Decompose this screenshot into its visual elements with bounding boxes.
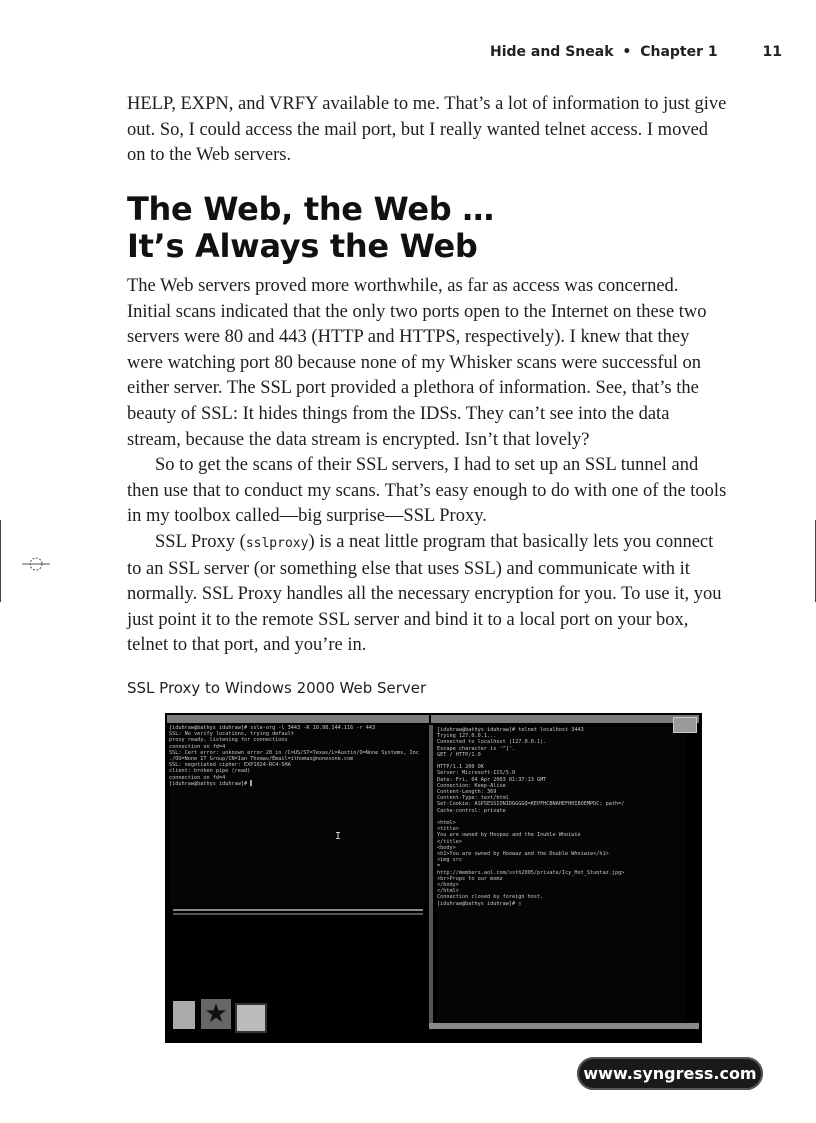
chapter-label: Chapter 1 <box>640 44 718 60</box>
terminal-line: </html> <box>437 888 459 895</box>
right-terminal <box>437 727 685 1027</box>
terminal-line: <title> <box>437 826 459 833</box>
terminal-line: HTTP/1.1 200 OK <box>437 764 484 771</box>
window-icon <box>673 717 697 733</box>
crop-mark-left <box>0 520 1 602</box>
paragraph-3-start: SSL Proxy ( <box>155 531 246 552</box>
monitor-icon[interactable] <box>235 1003 267 1033</box>
terminal-line: <h1>You are owned by Hoowaz and the Double Whoiwie</h1> <box>437 851 609 858</box>
terminal-line: SSL: Cert error: unknown error 20 in /C=US/ST=Texas/L=Austin/O=None Systems, Inc <box>169 749 419 756</box>
terminal-line: ./OU=None IT Group/CN=Ian Thomas/Email=ithomas@nonesone.com <box>169 756 354 763</box>
section-heading-line2: It’s Always the Web <box>127 227 478 265</box>
inline-code-sslproxy: sslproxy <box>245 535 309 551</box>
paragraph-3-rest: ) is a neat little program that basically lets you connect to an SSL server (or something else that uses SSL) and communicate with it normally. SSL Proxy handles all the necessary encryption for you. To use it, you just point it to the remote SSL server and bind it to a local port on your box, telnet to that port, and you’re in. <box>127 531 722 656</box>
terminal-line: = <box>437 863 441 870</box>
terminal-line: GET / HTTP/1.0 <box>437 751 481 758</box>
terminal-line: Date: Fri, 04 Apr 2003 01:37:13 GMT <box>437 776 547 783</box>
terminal-line: Connected to localhost (127.0.0.1). <box>437 739 547 746</box>
footer-url-badge: www.syngress.com <box>577 1057 763 1090</box>
terminal-line: Connection closed by foreign host. <box>437 894 544 901</box>
left-terminal-divider <box>173 909 423 911</box>
terminal-line: Connection: Keep-Alive <box>437 782 506 789</box>
terminal-line: </title> <box>437 838 462 845</box>
terminal-line: [iduhraw@bathys iduhraw]# telnet localhost 3443 <box>437 727 584 733</box>
right-terminal-bottom-bar <box>429 1023 699 1029</box>
paragraph-1: The Web servers proved more worthwhile, as far as access was concerned. Initial scans indicated that the only two ports open to the Internet on these two servers were 80 and 443 (HTTP and HTTPS, respectively). I knew that they were watching port 80 because none of my Whisker scans were successful on either server. The SSL port provided a plethora of information. See, that’s the beauty of SSL: It hides things from the IDSs. They can’t see into the data stream, because the data stream is encrypted. Isn’t that lovely? <box>127 276 707 450</box>
terminal-line: [iduhraw@bathys iduhraw]# ▌ <box>169 780 254 787</box>
section-heading <box>127 191 727 265</box>
text-cursor-icon: I <box>335 831 342 842</box>
left-terminal <box>169 725 425 905</box>
star-icon[interactable]: ★ <box>201 999 231 1029</box>
terminal-line: [iduhraw@bathys iduhraw]# ssle-org -l 3443 -R 10.98.144.116 -r 443 <box>169 725 376 731</box>
section-heading-line1: The Web, the Web … <box>127 190 494 228</box>
figure-screenshot <box>165 713 702 1043</box>
terminal-line: <html> <box>437 820 456 827</box>
left-terminal-titlebar <box>167 715 429 723</box>
registration-mark-icon <box>22 550 50 578</box>
header-separator: • <box>622 44 632 60</box>
terminal-line: [iduhraw@bathys iduhraw]# ▯ <box>437 900 522 907</box>
terminal-line: </body> <box>437 882 459 889</box>
terminal-line: Content-Type: text/html <box>437 795 509 802</box>
terminal-line: Set-Cookie: ASPSESSIONIDGGGGQ=KEPFHCBNAHEFHHIBOEMPDC; path=/ <box>437 801 625 808</box>
right-terminal-scrollbar[interactable] <box>429 725 433 1025</box>
page-number: 11 <box>762 44 782 60</box>
section-body <box>127 274 727 659</box>
terminal-line: SSL: No verify locations, trying default <box>169 731 294 738</box>
figure-caption: SSL Proxy to Windows 2000 Web Server <box>127 679 427 697</box>
terminal-line: <body> <box>437 844 456 851</box>
terminal-line: SSL: negotiated cipher: EXP1024-RC4-SHA <box>169 762 291 769</box>
paragraph-2: So to get the scans of their SSL servers, I had to set up an SSL tunnel and then use that to conduct my scans. That’s easy enough to do with one of the tools in my toolbox called—big surprise—SSL Proxy. <box>127 455 727 527</box>
running-header <box>490 44 782 60</box>
terminal-line: You are owned by Hoopaz and the Inuble Whoiwie <box>437 832 581 839</box>
right-terminal-titlebar <box>431 715 699 723</box>
terminal-line: Trying 127.0.0.1... <box>437 733 497 740</box>
terminal-line: Escape character is '^]'. <box>437 745 516 752</box>
dock-app-icon[interactable] <box>173 1001 195 1029</box>
terminal-line: <br>Props to our momz <box>437 875 503 882</box>
paragraph-3 <box>127 530 727 659</box>
terminal-line: Server: Microsoft-IIS/5.0 <box>437 770 516 777</box>
left-terminal-divider-2 <box>173 913 423 915</box>
terminal-line: connection on fd=4 <box>169 743 226 750</box>
terminal-line: Cache-control: private <box>437 807 506 814</box>
terminal-line: <img src <box>437 857 462 864</box>
intro-paragraph-block <box>127 92 727 169</box>
intro-paragraph: HELP, EXPN, and VRFY available to me. That’s a lot of information to just give out. So, I could access the mail port, but I really wanted telnet access. I moved on to the Web servers. <box>127 94 727 166</box>
running-title: Hide and Sneak <box>489 44 614 60</box>
terminal-line: connection on fd=4 <box>169 774 226 781</box>
terminal-line: proxy ready, listening for connections <box>169 737 288 744</box>
terminal-line: client: broken pipe (read) <box>169 768 251 775</box>
terminal-line: http://members.aol.com/ssth2005/private/Icy_Hot_Stuntaz.jpg> <box>437 869 625 876</box>
terminal-line: Content-Length: 369 <box>437 789 497 796</box>
